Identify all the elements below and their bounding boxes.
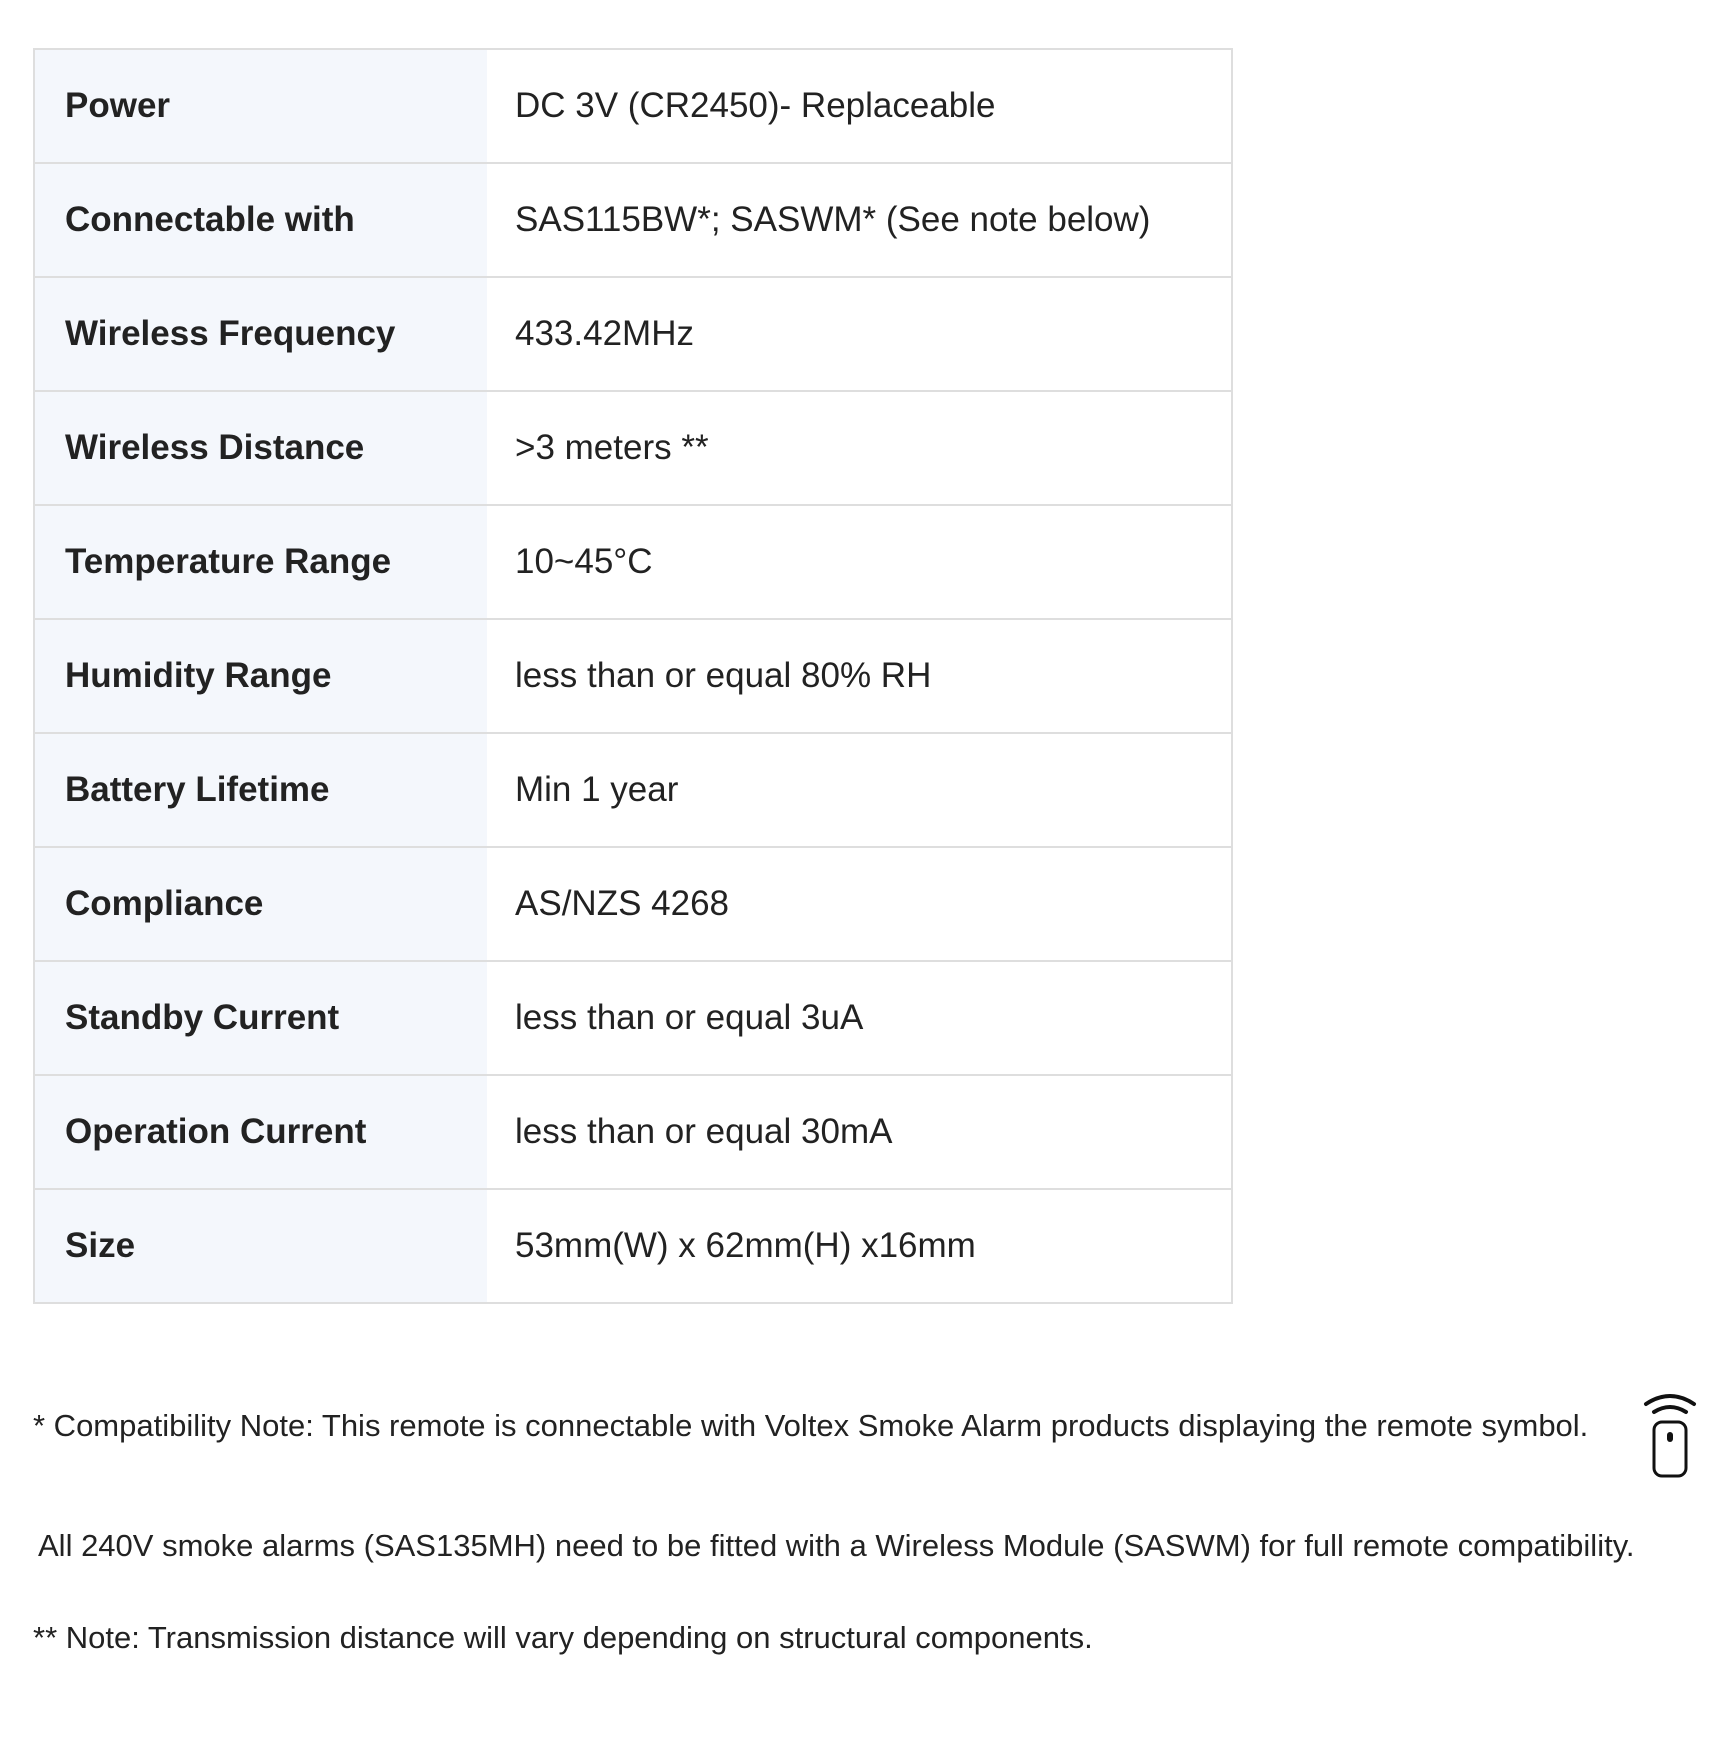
table-row <box>34 619 1232 733</box>
table-row <box>34 49 1232 163</box>
spec-label: Temperature Range <box>34 505 487 619</box>
module-note: All 240V smoke alarms (SAS135MH) need to be fitted with a Wireless Module (SASWM) for full remote compatibility. <box>38 1528 1635 1563</box>
spec-label: Wireless Frequency <box>34 277 487 391</box>
spec-label: Wireless Distance <box>34 391 487 505</box>
table-row <box>34 1075 1232 1189</box>
remote-control-icon <box>1640 1390 1700 1480</box>
spec-label: Power <box>34 49 487 163</box>
spec-value: 10~45°C <box>487 505 1232 619</box>
table-row <box>34 277 1232 391</box>
spec-table <box>33 48 1233 1304</box>
spec-value: >3 meters ** <box>487 391 1232 505</box>
spec-label: Humidity Range <box>34 619 487 733</box>
table-row <box>34 961 1232 1075</box>
spec-label: Connectable with <box>34 163 487 277</box>
distance-note: ** Note: Transmission distance will vary depending on structural components. <box>33 1620 1093 1655</box>
table-row <box>34 1189 1232 1303</box>
spec-value: DC 3V (CR2450)- Replaceable <box>487 49 1232 163</box>
spec-value: 53mm(W) x 62mm(H) x16mm <box>487 1189 1232 1303</box>
table-row <box>34 391 1232 505</box>
spec-label: Operation Current <box>34 1075 487 1189</box>
spec-value: Min 1 year <box>487 733 1232 847</box>
table-row <box>34 733 1232 847</box>
spec-label: Battery Lifetime <box>34 733 487 847</box>
spec-value: less than or equal 3uA <box>487 961 1232 1075</box>
spec-value: SAS115BW*; SASWM* (See note below) <box>487 163 1232 277</box>
spec-value: AS/NZS 4268 <box>487 847 1232 961</box>
compatibility-note: * Compatibility Note: This remote is connectable with Voltex Smoke Alarm products displaying the remote symbol. <box>33 1408 1589 1443</box>
table-row <box>34 505 1232 619</box>
spec-label: Size <box>34 1189 487 1303</box>
spec-label: Standby Current <box>34 961 487 1075</box>
table-row <box>34 163 1232 277</box>
spec-label: Compliance <box>34 847 487 961</box>
spec-value: less than or equal 80% RH <box>487 619 1232 733</box>
spec-value: 433.42MHz <box>487 277 1232 391</box>
table-row <box>34 847 1232 961</box>
spec-value: less than or equal 30mA <box>487 1075 1232 1189</box>
